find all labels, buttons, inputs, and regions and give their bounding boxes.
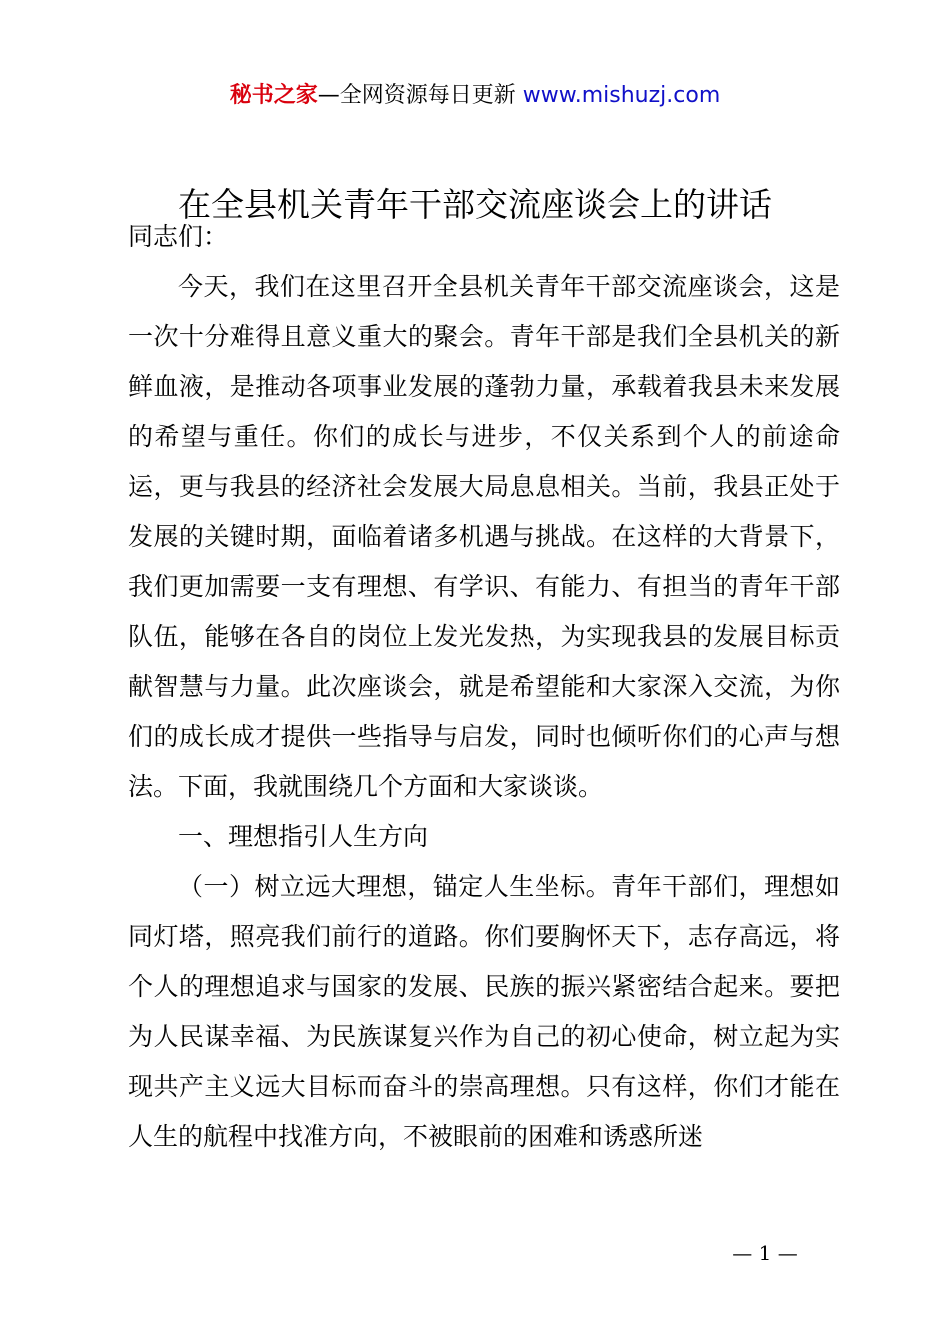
section-heading: 一、理想指引人生方向 <box>178 822 429 851</box>
brand-name: 秘书之家 <box>229 83 318 108</box>
document-body <box>128 212 840 1162</box>
page-number: — 1 — <box>732 1241 798 1265</box>
site-header <box>0 80 950 112</box>
paragraph-intro: 今天，我们在这里召开全县机关青年干部交流座谈会，这是一次十分难得且意义重大的聚会。青年干部是我们全县机关的新鲜血液，是推动各项事业发展的蓬勃力量，承载着我县未来发展的希望与重任。你们的成长与进步，不仅关系到个人的前途命运，更与我县的经济社会发展大局息息相关。当前，我县正处于发展的关键时期，面临着诸多机遇与挑战。在这样的大背景下，我们更加需要一支有理想、有学识、有能力、有担当的青年干部队伍，能够在各自的岗位上发光发热，为实现我县的发展目标贡献智慧与力量。此次座谈会，就是希望能和大家深入交流，为你们的成长成才提供一些指导与启发，同时也倾听你们的心声与想法。下面，我就围绕几个方面和大家谈谈。 <box>128 272 840 801</box>
paragraph-subsection: （一）树立远大理想，锚定人生坐标。青年干部们，理想如同灯塔，照亮我们前行的道路。你们要胸怀天下，志存高远，将个人的理想追求与国家的发展、民族的振兴紧密结合起来。要把为人民谋幸福、为民族谋复兴作为自己的初心使命，树立起为实现共产主义远大目标而奋斗的崇高理想。只有这样，你们才能在人生的航程中找准方向，不被眼前的困难和诱惑所迷 <box>128 872 840 1151</box>
site-url: www.mishuzj.com <box>522 83 721 108</box>
header-tagline: —全网资源每日更新 <box>317 83 523 108</box>
salutation: 同志们： <box>128 222 229 251</box>
document-title: 在全县机关青年干部交流座谈会上的讲话 <box>178 185 772 224</box>
